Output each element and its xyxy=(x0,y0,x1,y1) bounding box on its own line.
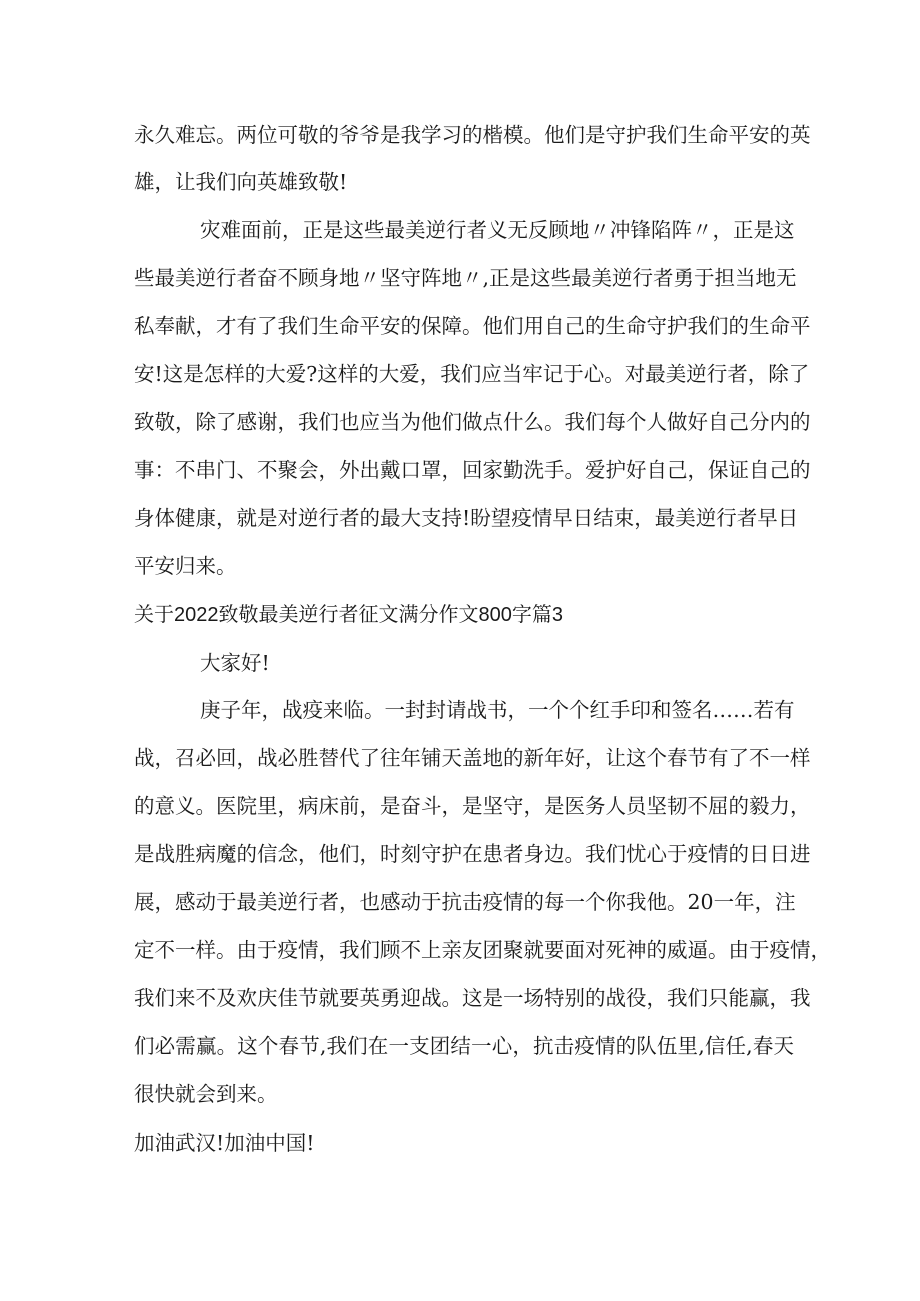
paragraph-line: 们必需赢。这个春节,我们在一支团结一心，抗击疫情的队伍里,信任,春天 xyxy=(134,1034,794,1058)
paragraph-line: 很快就会到来。 xyxy=(134,1082,278,1106)
paragraph-line: 我们来不及欢庆佳节就要英勇迎战。这是一场特别的战役，我们只能赢，我 xyxy=(134,986,811,1010)
paragraph-line: 些最美逆行者奋不顾身地〃坚守阵地〃,正是这些最美逆行者勇于担当地无 xyxy=(134,266,797,290)
closing-line: 加油武汉!加油中国! xyxy=(134,1131,315,1155)
paragraph-line: 致敬，除了感谢，我们也应当为他们做点什么。我们每个人做好自己分内的 xyxy=(134,410,811,434)
greeting-line: 大家好! xyxy=(200,651,270,675)
paragraph-line: 战，召必回，战必胜替代了往年铺天盖地的新年好，让这个春节有了不一样 xyxy=(134,746,811,770)
paragraph-line: 灾难面前，正是这些最美逆行者义无反顾地〃冲锋陷阵〃，正是这 xyxy=(200,218,795,242)
paragraph-line: 平安归来。 xyxy=(134,554,237,578)
section-heading: 关于2022致敬最美逆行者征文满分作文800字篇3 xyxy=(134,604,563,626)
paragraph-line: 展，感动于最美逆行者，也感动于抗击疫情的每一个你我他。20一年，注 xyxy=(134,890,796,914)
paragraph-line: 是战胜病魔的信念，他们，时刻守护在患者身边。我们忧心于疫情的日日进 xyxy=(134,842,811,866)
paragraph-line: 庚子年，战疫来临。一封封请战书，一个个红手印和签名……若有 xyxy=(200,698,795,722)
paragraph-line: 雄，让我们向英雄致敬! xyxy=(134,170,348,194)
paragraph-line: 身体健康，就是对逆行者的最大支持!盼望疫情早日结束，最美逆行者早日 xyxy=(134,506,799,530)
paragraph-line: 永久难忘。两位可敬的爷爷是我学习的楷模。他们是守护我们生命平安的英 xyxy=(134,123,811,147)
paragraph-line: 安!这是怎样的大爱?这样的大爱，我们应当牢记于心。对最美逆行者，除了 xyxy=(134,362,810,386)
paragraph-line: 的意义。医院里，病床前，是奋斗，是坚守，是医务人员坚韧不屈的毅力， xyxy=(134,794,811,818)
paragraph-line: 定不一样。由于疫情，我们顾不上亲友团聚就要面对死神的威逼。由于疫情， xyxy=(134,938,831,962)
paragraph-line: 事：不串门、不聚会，外出戴口罩，回家勤洗手。爱护好自己，保证自己的 xyxy=(134,458,811,482)
paragraph-line: 私奉献，才有了我们生命平安的保障。他们用自己的生命守护我们的生命平 xyxy=(134,314,811,338)
